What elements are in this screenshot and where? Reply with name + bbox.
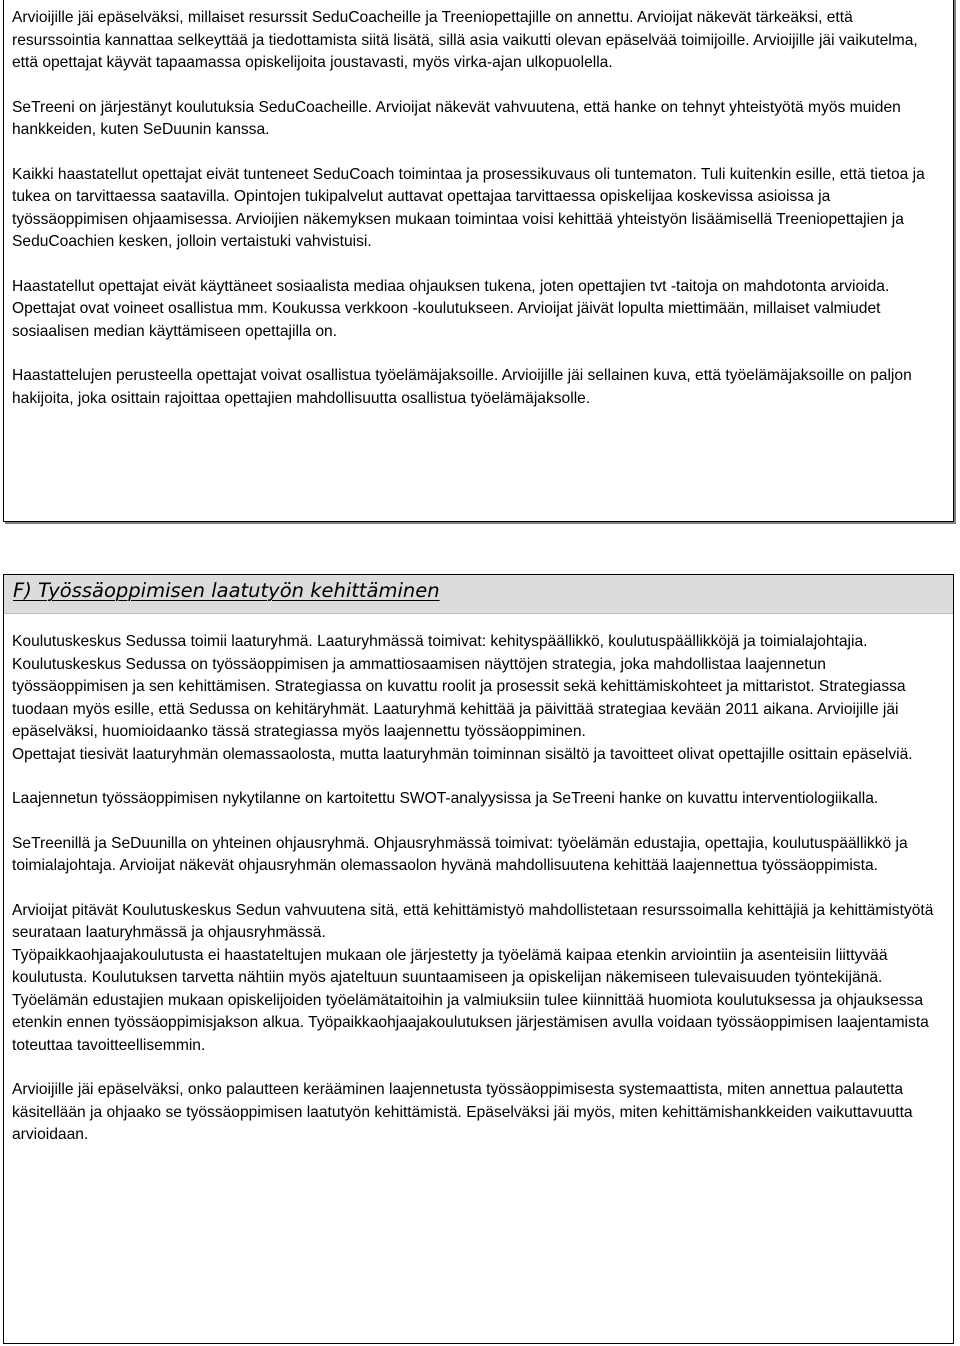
paragraph-setreeni-trainings: SeTreeni on järjestänyt koulutuksia SeduCoacheille. Arvioijat näkevät vahvuutena, että hanke on tehnyt yhteistyötä myös muiden hankkeiden, kuten SeDuunin kanssa.	[12, 98, 901, 138]
paragraph-supervisor-training: Työpaikkaohjaajakoulutusta ei haastateltujen mukaan ole järjestetty ja työelämä kaipaa etenkin arviointiin ja asenteisiin liittyvää koulutusta. Koulutuksen tarvetta nähtiin myös ajateltuun suuntaamiseen ja opiskelijan näkemiseen tulevaisuuden työntekijänä. Työelämän edustajien mukaan opiskelijoiden työelämätaitoihin ja valmiuksiin tulee kiinnittää huomiota koulutuksessa ja ohjauksessa etenkin ennen työssäoppimisjakson alkua. Työpaikkaohjaajakoulutuksen järjestämisen avulla voidaan työssäoppimisen laajentamista toteuttaa tavoitteellisemmin.	[12, 946, 929, 1054]
paragraph-quality-group: Koulutuskeskus Sedussa toimii laaturyhmä. Laaturyhmässä toimivat: kehityspäällikkö, koulutuspäällikköjä ja toimialajohtajia. Koulutuskeskus Sedussa on työssäoppimisen ja ammattiosaamisen näyttöjen strategia, joka mahdollistaa laajennetun työssäoppimisen ja sen kehittämisen. Strategiassa on kuvattu roolit ja prosessit sekä kehittämiskohteet ja mittaristot. Strategiassa tuodaan myös esille, että Sedussa on kehitäryhmät. Laaturyhmä kehittää ja päivittää strategiaa kevään 2011 aikana. Arvioijille jäi epäselväksi, huomioidaanko tässä strategiassa myös laajennettu työssäoppiminen.	[12, 633, 906, 740]
paragraph-seducoach-awareness: Kaikki haastatellut opettajat eivät tunteneet SeduCoach toimintaa ja prosessikuvaus oli tuntematon. Tuli kuitenkin esille, että tietoa ja tukea on tarvittaessa saatavilla. Opintojen tukipalvelut auttavat opettajaa tarvittaessa opiskelijaa koskevissa asioissa ja työssäoppimisen ohjaamisessa. Arvioijien näkemyksen mukaan toimintaa voisi kehittää yhteistyön lisäämisellä Treeniopettajien ja SeduCoachien kesken, jolloin vertaistuki vahvistuisi.	[12, 165, 925, 250]
upper-text-box	[3, 0, 954, 522]
upper-text-content	[12, 7, 945, 432]
paragraph-work-periods: Haastattelujen perusteella opettajat voivat osallistua työelämäjaksoille. Arvioijille jäi sellainen kuva, että työelämäjaksoille on paljon hakijoita, joka osittain rajoittaa opettajien mahdollisuutta osallistua työelämäjaksolle.	[12, 367, 912, 407]
section-f-heading-band	[4, 575, 953, 614]
section-f-box	[3, 574, 954, 1344]
paragraph-steering-group: SeTreenillä ja SeDuunilla on yhteinen ohjausryhmä. Ohjausryhmässä toimivat: työelämän edustajia, opettajia, koulutuspäällikkö ja toimialajohtaja. Arvioijat näkevät ohjausryhmän olemassaolon hyvänä mahdollisuutena kehittää laajennettua työssäoppimista.	[12, 834, 908, 874]
section-f-content	[12, 631, 945, 1169]
paragraph-teachers-awareness: Opettajat tiesivät laaturyhmän olemassaolosta, mutta laaturyhmän toiminnan sisältö ja tavoitteet olivat opettajille osittain epäselviä.	[12, 745, 913, 763]
section-f-heading: F) Työssäoppimisen laatutyön kehittäminen	[13, 579, 440, 602]
paragraph-feedback: Arvioijille jäi epäselväksi, onko palautteen kerääminen laajennetusta työssäoppimisesta systemaattista, miten annettua palautetta käsitellään ja ohjaako se työssäoppimisen laatutyön kehittämistä. Epäselväksi jäi myös, miten kehittämishankkeiden vaikuttavuutta arvioidaan.	[12, 1081, 913, 1143]
paragraph-resources: Arvioijille jäi epäselväksi, millaiset resurssit SeduCoacheille ja Treeniopettajille on annettu. Arvioijat näkevät tärkeäksi, että resurssointia kannattaa selkeyttää ja tiedottamista siitä lisätä, sillä asia vaikutti olevan epäselvää toimijoille. Arvioijille jäi vaikutelma, että opettajat käyvät tapaamassa opiskelijoita joustavasti, myös virka-ajan ulkopuolella.	[12, 9, 918, 71]
paragraph-swot: Laajennetun työssäoppimisen nykytilanne on kartoitettu SWOT-analyysissa ja SeTreeni hanke on kuvattu interventiologiikalla.	[12, 790, 879, 807]
paragraph-strengths: Arvioijat pitävät Koulutuskeskus Sedun vahvuutena sitä, että kehittämistyö mahdollistetaan resurssoimalla kehittäjiä ja kehittämistyötä seurataan laaturyhmässä ja ohjausryhmässä.	[12, 901, 934, 941]
paragraph-social-media: Haastatellut opettajat eivät käyttäneet sosiaalista mediaa ohjauksen tukena, joten opettajien tvt -taitoja on mahdotonta arvioida. Opettajat ovat voineet osallistua mm. Koukussa verkkoon -koulutukseen. Arvioijat jäivät lopulta miettimään, millaiset valmiudet sosiaalisen median käyttämiseen opettajilla on.	[12, 277, 890, 340]
